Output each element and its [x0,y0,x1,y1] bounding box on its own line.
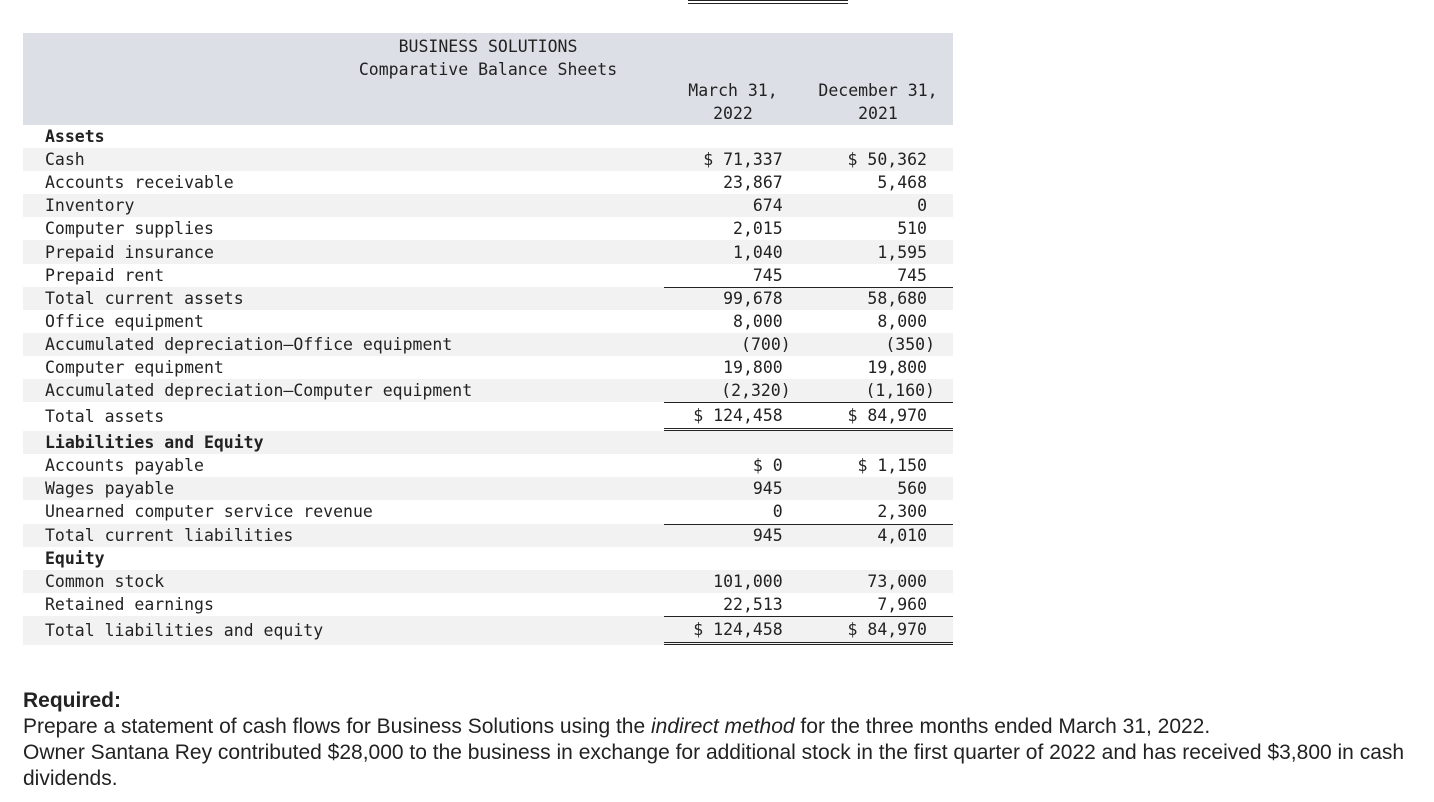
value-march: 8,000 [733,311,783,331]
value-march: $ 124,458 [664,402,783,431]
table-row: Office equipment 8,000 8,000 [23,310,953,333]
required-instructions [23,688,1433,792]
section-heading-equity: Equity [45,548,105,568]
value-december: 745 [897,265,927,285]
value-march: $ 0 [752,456,783,476]
section-heading-assets: Assets [45,127,105,147]
value-december: 19,800 [867,357,927,377]
value-december: $ 84,970 [783,616,953,645]
value-march: (700) [741,334,791,354]
value-december: 1,595 [877,242,927,262]
value-march: 945 [664,524,783,547]
table-row: Unearned computer service revenue 0 2,300 [23,500,953,523]
value-march: 945 [752,479,783,499]
value-march: $ 71,337 [703,150,783,170]
company-name: BUSINESS SOLUTIONS [398,37,578,56]
subtotal-row: Total current assets 99,678 58,680 [23,287,953,310]
top-divider [688,0,848,4]
value-march: 1,040 [733,242,783,262]
table-row: Common stock 101,000 73,000 [23,570,953,593]
required-line-1: Prepare a statement of cash flows for Business Solutions using the indirect method for the three months ended March 31, 2022. [23,715,1211,738]
value-december: 560 [897,479,927,499]
value-march: 674 [752,196,783,216]
value-march: 101,000 [713,571,783,591]
total-row: Total liabilities and equity $ 124,458 $ 84,970 [23,616,953,645]
total-row: Total assets $ 124,458 $ 84,970 [23,402,953,431]
column-header-march-2022: March 31, 2022 [688,81,778,123]
value-december: 0 [917,196,927,216]
value-december: (350) [885,334,935,354]
value-march: 99,678 [664,287,783,310]
value-december: 2,300 [877,502,927,522]
table-row: Prepaid rent 745 745 [23,264,953,287]
statement-title [313,35,663,81]
value-december: 5,468 [877,173,927,193]
value-december: 73,000 [867,571,927,591]
table-row: Accounts receivable 23,867 5,468 [23,171,953,194]
required-line-2: Owner Santana Rey contributed $28,000 to the business in exchange for additional stock in the first quarter of 2022 and has received $3,800 in cash dividends. [23,741,1405,790]
value-december: 510 [897,219,927,239]
value-december: (1,160) [865,381,935,401]
table-row: Accumulated depreciation—Office equipment (700) (350) [23,333,953,356]
value-december: 4,010 [783,524,953,547]
table-row: Prepaid insurance 1,040 1,595 [23,240,953,263]
table-row: Inventory 674 0 [23,194,953,217]
value-march: 0 [772,502,783,522]
required-heading: Required: [23,689,122,712]
table-row: Accounts payable $ 0 $ 1,150 [23,454,953,477]
section-heading-liabilities-equity: Liabilities and Equity [23,431,953,454]
value-december: $ 1,150 [857,456,927,476]
value-december: 7,960 [877,594,927,614]
value-march: 2,015 [733,219,783,239]
value-march: (2,320) [721,381,791,401]
value-december: $ 50,362 [847,150,927,170]
table-row: Cash $ 71,337 $ 50,362 [23,148,953,171]
value-march: 23,867 [723,173,783,193]
value-march: 22,513 [723,594,783,614]
value-march: $ 124,458 [664,616,783,645]
value-december: 8,000 [877,311,927,331]
table-header [23,33,953,125]
value-march: 745 [752,265,783,285]
table-row: Wages payable 945 560 [23,477,953,500]
table-row: Computer supplies 2,015 510 [23,217,953,240]
table-row: Retained earnings 22,513 7,960 [23,593,953,616]
statement-name: Comparative Balance Sheets [358,60,618,79]
column-header-december-2021: December 31, 2021 [818,81,938,123]
table-row: Accumulated depreciation—Computer equipment (2,320) (1,160) [23,379,953,402]
value-december: $ 84,970 [783,402,953,431]
balance-sheet-table [23,33,953,645]
subtotal-row: Total current liabilities 945 4,010 [23,524,953,547]
value-december: 58,680 [783,287,953,310]
value-march: 19,800 [723,357,783,377]
table-row: Computer equipment 19,800 19,800 [23,356,953,379]
